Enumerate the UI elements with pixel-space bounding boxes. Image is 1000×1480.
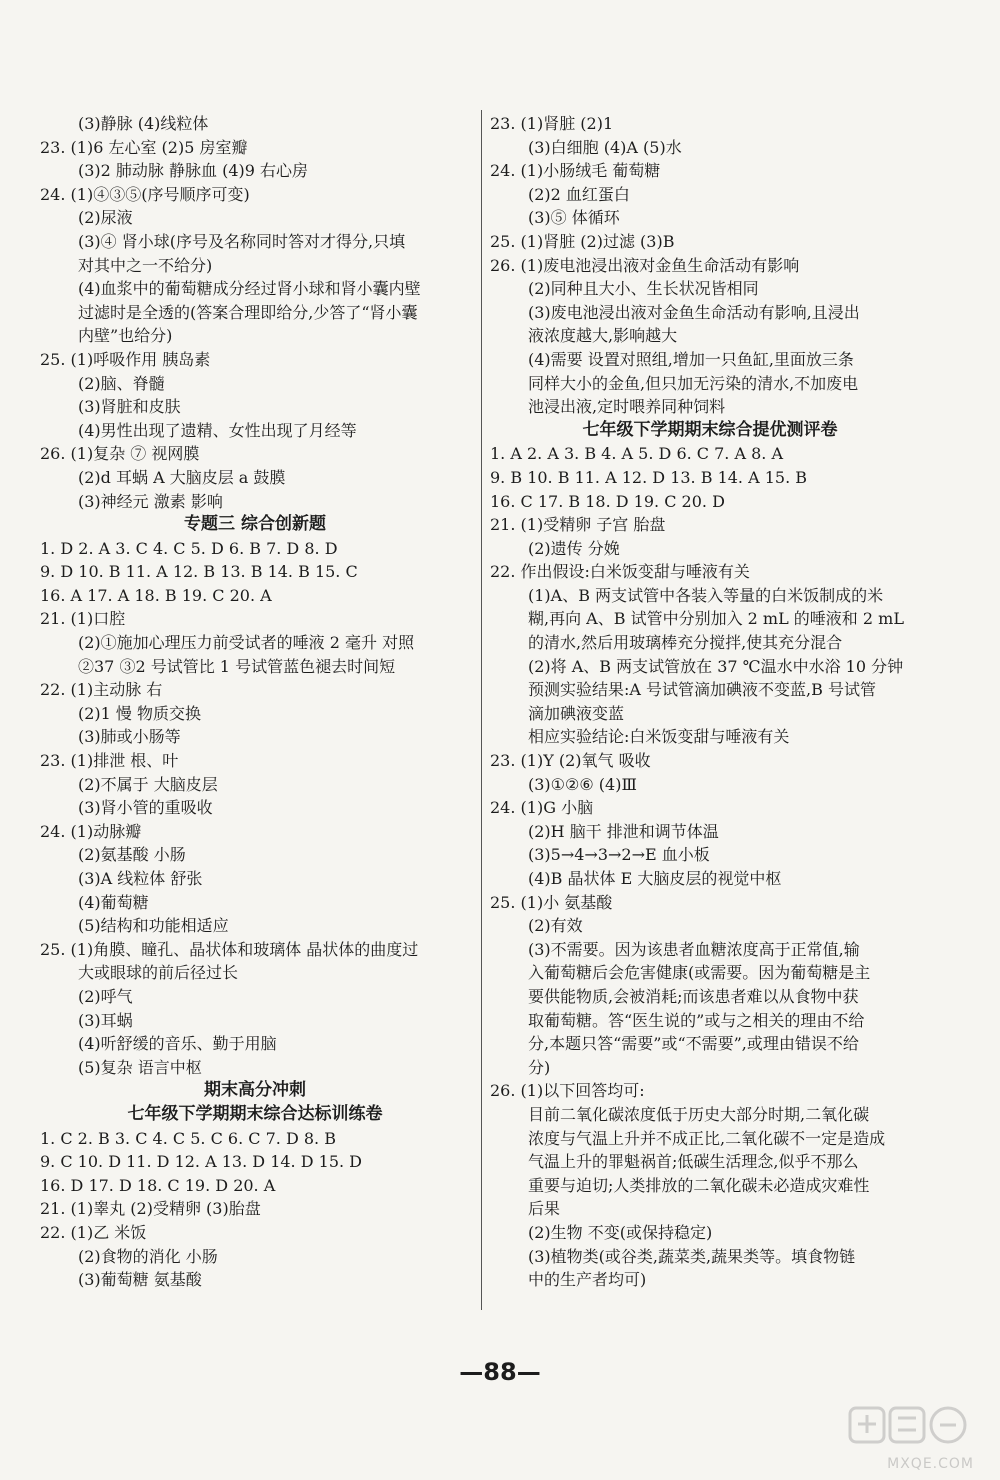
watermark-text: MXQE.COM — [887, 1456, 974, 1472]
section-heading: 七年级下学期期末综合达标训练卷 — [127, 1103, 383, 1124]
answer-line: 池浸出液,定时喂养同种饲料 — [528, 397, 726, 417]
answer-line: 22. 作出假设:白米饭变甜与唾液有关 — [490, 562, 750, 582]
answer-line: (2)氨基酸 小肠 — [78, 845, 186, 865]
answer-line: (2)呼气 — [78, 986, 133, 1006]
answer-line: 相应实验结论:白米饭变甜与唾液有关 — [528, 727, 790, 747]
answer-line: 26. (1)复杂 ⑦ 视网膜 — [40, 444, 200, 464]
answer-line: 25. (1)呼吸作用 胰岛素 — [40, 349, 211, 369]
answer-line: (2)H 脑干 排泄和调节体温 — [528, 821, 719, 841]
answer-line: 21. (1)受精卵 子宫 胎盘 — [490, 515, 666, 535]
answer-line: (2)脑、脊髓 — [78, 373, 165, 393]
answer-line: (4)男性出现了遗精、女性出现了月经等 — [78, 420, 357, 440]
answer-line: (2)①施加心理压力前受试者的唾液 2 毫升 对照 — [78, 633, 415, 653]
answer-line: (3)静脉 (4)线粒体 — [78, 114, 209, 133]
answer-line: 要供能物质,会被消耗;而该患者难以从食物中获 — [528, 986, 859, 1006]
column-divider — [481, 110, 482, 1310]
answer-line: (5)复杂 语言中枢 — [78, 1057, 202, 1077]
answer-line: 24. (1)④③⑤(序号顺序可变) — [40, 184, 250, 204]
answer-line: (1)A、B 两支试管中各装入等量的白米饭制成的米 — [528, 585, 884, 605]
answer-line: (3)①②⑥ (4)Ⅲ — [528, 774, 637, 794]
answer-line: 26. (1)废电池浸出液对金鱼生命活动有影响 — [490, 255, 800, 275]
answer-line: 22. (1)主动脉 右 — [40, 680, 163, 700]
answer-line: (2)遗传 分娩 — [528, 538, 620, 558]
section-heading: 专题三 综合创新题 — [184, 514, 326, 535]
answer-line: (2)不属于 大脑皮层 — [78, 774, 218, 794]
answer-line: 过滤时是全透的(答案合理即给分,少答了“肾小囊 — [78, 302, 418, 322]
answer-line: (3)耳蜗 — [78, 1010, 133, 1030]
answer-line: 16. D 17. D 18. C 19. D 20. A — [40, 1175, 276, 1195]
answer-line: (3)神经元 激素 影响 — [78, 491, 223, 511]
answer-line: (3)葡萄糖 氨基酸 — [78, 1270, 202, 1290]
answer-line: (2)食物的消化 小肠 — [78, 1246, 218, 1266]
answer-line: 的清水,然后用玻璃棒充分搅拌,使其充分混合 — [528, 633, 843, 653]
answer-line: (3)白细胞 (4)A (5)水 — [528, 137, 682, 157]
answer-line: (3)④ 肾小球(序号及名称同时答对才得分,只填 — [78, 231, 406, 251]
answer-line: 气温上升的罪魁祸首;低碳生活理念,似乎不那么 — [528, 1152, 859, 1172]
answer-line: (2)生物 不变(或保持稳定) — [528, 1222, 713, 1242]
answer-line: ②37 ③2 号试管比 1 号试管蓝色褪去时间短 — [78, 656, 396, 676]
answer-line: 对其中之一不给分) — [78, 255, 213, 275]
answer-line: 1. C 2. B 3. C 4. C 5. C 6. C 7. D 8. B — [40, 1128, 336, 1148]
answer-line: (4)听舒缓的音乐、勤于用脑 — [78, 1034, 277, 1054]
answer-line: (4)需要 设置对照组,增加一只鱼缸,里面放三条 — [528, 349, 854, 369]
answer-line: (3)肺或小肠等 — [78, 727, 181, 747]
answer-line: 重要与迫切;人类排放的二氧化碳未必造成灾难性 — [528, 1175, 870, 1195]
answer-line: (3)肾脏和皮肤 — [78, 397, 181, 417]
section-heading: 七年级下学期期末综合提优测评卷 — [582, 419, 838, 440]
answer-line: (3)废电池浸出液对金鱼生命活动有影响,且浸出 — [528, 302, 860, 322]
answer-line: 23. (1)肾脏 (2)1 — [490, 114, 614, 133]
watermark-logo — [830, 1402, 980, 1472]
answer-line: (3)植物类(或谷类,蔬菜类,蔬果类等。填食物链 — [528, 1246, 856, 1266]
answer-line: (4)葡萄糖 — [78, 892, 149, 912]
answer-line: 1. D 2. A 3. C 4. C 5. D 6. B 7. D 8. D — [40, 538, 338, 558]
answer-line: 9. D 10. B 11. A 12. B 13. B 14. B 15. C — [40, 562, 358, 582]
answer-line: 22. (1)乙 米饭 — [40, 1222, 147, 1242]
answer-line: 后果 — [528, 1199, 561, 1219]
answer-line: 液浓度越大,影响越大 — [528, 326, 678, 346]
answer-line: 取葡萄糖。答“医生说的”或与之相关的理由不给 — [528, 1010, 865, 1030]
answer-line: (5)结构和功能相适应 — [78, 916, 229, 936]
answer-line: (2)有效 — [528, 916, 583, 936]
answer-line: 25. (1)肾脏 (2)过滤 (3)B — [490, 231, 675, 251]
answer-line: (3)5→4→3→2→E 血小板 — [528, 845, 710, 865]
answer-stamp-icon — [830, 1402, 980, 1452]
answer-line: 21. (1)睾丸 (2)受精卵 (3)胎盘 — [40, 1199, 261, 1219]
answer-line: (2)尿液 — [78, 208, 133, 228]
answer-line: (4)B 晶状体 E 大脑皮层的视觉中枢 — [528, 869, 782, 888]
answer-line: 同样大小的金鱼,但只加无污染的清水,不加废电 — [528, 373, 859, 393]
answer-line: 24. (1)小肠绒毛 葡萄糖 — [490, 161, 661, 181]
answer-line: (2)将 A、B 两支试管放在 37 ℃温水中水浴 10 分钟 — [528, 656, 904, 676]
answer-line: (3)⑤ 体循环 — [528, 208, 620, 228]
answer-line: 23. (1)Y (2)氧气 吸收 — [490, 751, 651, 771]
answer-line: 9. B 10. B 11. A 12. D 13. B 14. A 15. B — [490, 467, 808, 487]
answer-line: (4)血浆中的葡萄糖成分经过肾小球和肾小囊内壁 — [78, 279, 421, 299]
answer-line: 16. C 17. B 18. D 19. C 20. D — [490, 491, 725, 511]
answer-line: 23. (1)排泄 根、叶 — [40, 751, 179, 771]
answer-line: (3)2 肺动脉 静脉血 (4)9 右心房 — [78, 161, 309, 181]
answer-line: 21. (1)口腔 — [40, 609, 126, 629]
answer-line: 滴加碘液变蓝 — [528, 703, 625, 723]
answer-line: 中的生产者均可) — [528, 1270, 647, 1290]
right-column — [490, 112, 930, 1292]
answer-line: 24. (1)G 小脑 — [490, 798, 594, 818]
answer-line: 糊,再向 A、B 试管中分别加入 2 mL 的唾液和 2 mL — [528, 609, 904, 629]
left-column — [40, 112, 470, 1292]
answer-line: (2)1 慢 物质交换 — [78, 703, 202, 723]
page-number: —88— — [459, 1358, 541, 1386]
answer-line: (2)同种且大小、生长状况皆相同 — [528, 279, 759, 299]
answer-line: 25. (1)小 氨基酸 — [490, 892, 613, 912]
answer-line: 9. C 10. D 11. D 12. A 13. D 14. D 15. D — [40, 1152, 362, 1172]
answer-line: 1. A 2. A 3. B 4. A 5. D 6. C 7. A 8. A — [490, 444, 784, 464]
answer-line: (3)不需要。因为该患者血糖浓度高于正常值,输 — [528, 939, 860, 959]
answer-line: 大或眼球的前后径过长 — [78, 963, 239, 983]
answer-line: 浓度与气温上升并不成正比,二氧化碳不一定是造成 — [528, 1128, 886, 1148]
answer-line: (2)d 耳蜗 A 大脑皮层 a 鼓膜 — [78, 467, 286, 487]
answer-line: 分,本题只答“需要”或“不需要”,或理由错误不给 — [528, 1034, 859, 1054]
answer-line: (3)肾小管的重吸收 — [78, 798, 213, 818]
answer-line: (2)2 血红蛋白 — [528, 184, 630, 204]
answer-line: 26. (1)以下回答均可: — [490, 1081, 645, 1101]
answer-line: 23. (1)6 左心室 (2)5 房室瓣 — [40, 137, 248, 157]
answer-line: 24. (1)动脉瓣 — [40, 821, 142, 841]
answer-line: 分) — [528, 1057, 551, 1077]
answer-line: 入葡萄糖后会危害健康(或需要。因为葡萄糖是主 — [528, 963, 871, 983]
answer-line: 预测实验结果:A 号试管滴加碘液不变蓝,B 号试管 — [528, 680, 876, 700]
section-heading: 期末高分冲刺 — [204, 1080, 306, 1101]
answer-line: 目前二氧化碳浓度低于历史大部分时期,二氧化碳 — [528, 1104, 870, 1124]
answer-line: 内壁”也给分) — [78, 326, 173, 346]
answer-line: 25. (1)角膜、瞳孔、晶状体和玻璃体 晶状体的曲度过 — [40, 939, 419, 959]
answer-line: 16. A 17. A 18. B 19. C 20. A — [40, 585, 272, 605]
answer-line: (3)A 线粒体 舒张 — [78, 869, 203, 888]
